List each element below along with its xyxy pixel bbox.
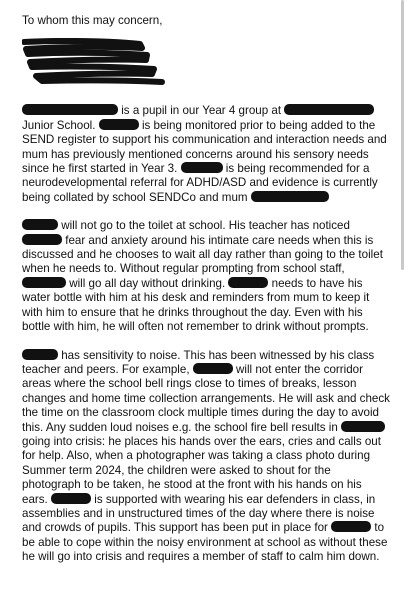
redaction-bar xyxy=(99,119,139,130)
redaction-bar xyxy=(22,234,62,245)
paragraph-2 xyxy=(22,219,390,334)
redaction-bar xyxy=(331,521,371,532)
p3-text-3: going into crisis: he places his hands over the ears, cries and calls out for help. Also, when a photographer was taking a class photo during Summer term 2024, the children were asked to shout for the photograph to be taken, he stood at the front with his hands on his ears. xyxy=(22,434,381,506)
redaction-bar xyxy=(181,162,223,173)
p1-text-4: is being recommended for a neurodevelopmental referral for ADHD/ASD and evidence is currently being collated by school SENDCo and mum xyxy=(22,162,378,204)
p2-text-2: fear and anxiety around his intimate care needs when this is discussed and he chooses to wait all day rather than going to the toilet when he needs to. Without regular prompting from school staff, xyxy=(22,233,383,276)
salutation: To whom this may concern, xyxy=(22,14,163,27)
p3-text-5: to be able to cope within the noisy environment at school as without these he will go into crisis and requires a member of staff to calm him down. xyxy=(22,521,388,564)
p3-text-2: will not enter the corridor areas where the school bell rings close to times of breaks, lesson changes and home time collection arrangements. He will ask and check the time on the classroom clock multiple times during the day to avoid this. Any sudden loud noises e.g. the school fire bell results in xyxy=(22,362,390,434)
redaction-bar xyxy=(22,349,58,360)
p3-text-4: is supported with wearing his ear defenders in class, in assemblies and in unstructured times of the day where there is noise and crowds of pupils. This support has been put in place for xyxy=(22,492,376,535)
redaction-bar xyxy=(51,493,91,504)
paragraph-3 xyxy=(22,349,390,565)
p2-text-4: needs to have his water bottle with him at his desk and reminders from mum to keep it with him to ensure that he drinks throughout the day. Even with his bottle with him, he will often not remember to drink without prompts. xyxy=(22,276,370,334)
p1-text-3: is being monitored prior to being added to the SEND register to support his communication and interaction needs and mum has previously mentioned concerns around his sensory needs since he first started in Year 3. xyxy=(22,118,387,176)
p1-text-1: is a pupil in our Year 4 group at xyxy=(121,104,282,118)
letter-body xyxy=(22,14,390,579)
paragraph-1 xyxy=(22,104,390,205)
redaction-bar xyxy=(22,277,66,288)
redaction-bar xyxy=(22,219,58,230)
redaction-scribble-icon xyxy=(22,38,172,86)
p1-text-2: Junior School. xyxy=(22,118,96,132)
p2-text-1: will not go to the toilet at school. His teacher has noticed xyxy=(61,219,350,233)
redacted-recipient-scribble xyxy=(22,38,390,86)
redaction-bar xyxy=(193,363,233,374)
p2-text-3: will go all day without drinking. xyxy=(69,276,226,290)
vertical-scrollbar[interactable] xyxy=(401,0,404,270)
p3-text-1: has sensitivity to noise. This has been witnessed by his class teacher and peers. For example, xyxy=(22,348,375,376)
redaction-bar xyxy=(284,104,374,115)
redaction-bar xyxy=(251,191,329,202)
redaction-bar xyxy=(341,421,385,432)
redaction-bar xyxy=(22,104,118,115)
redaction-bar xyxy=(228,277,268,288)
